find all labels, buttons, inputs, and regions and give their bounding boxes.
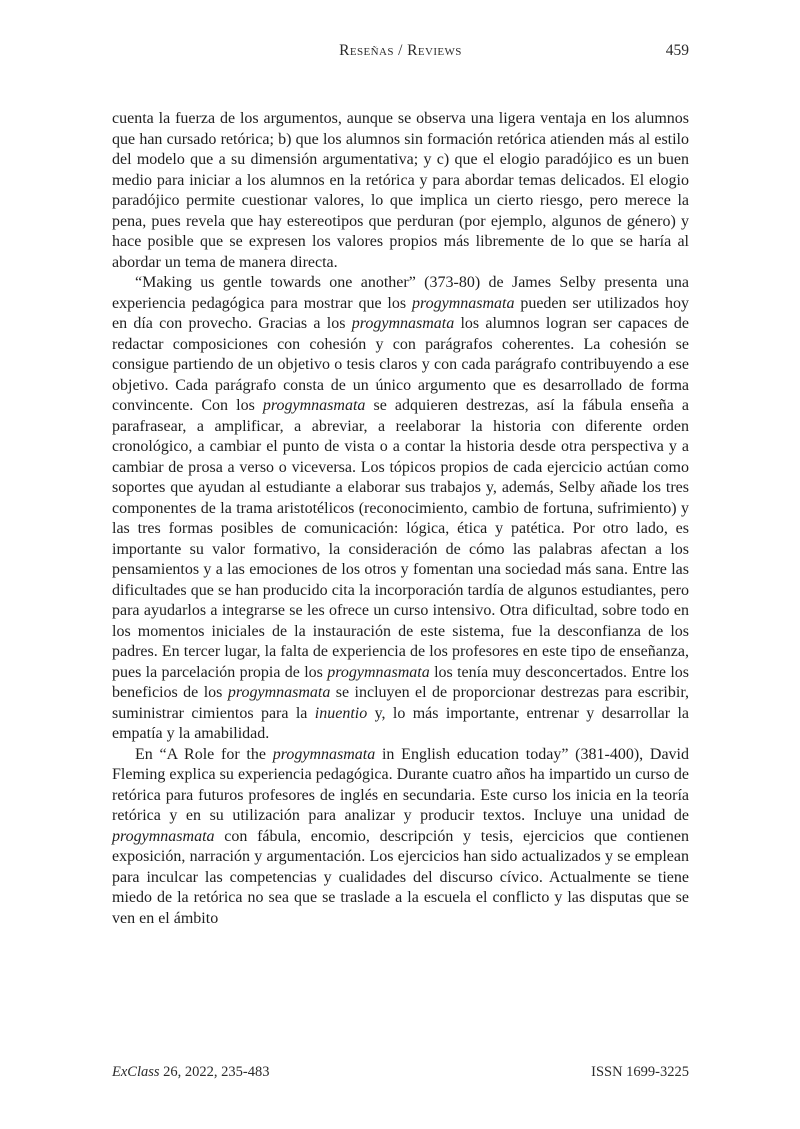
italic-term: progymnasmata [112, 827, 215, 845]
text-run: in English education today” (381-400), David Fleming explica su experiencia pedagógica. Durante cuatro años ha impartido un curso de retórica para futuros profesores de inglés en secundaria. Este curso los inicia en la teoría retórica y en su utilización para analizar y producir textos. Incluye una unidad de [112, 745, 689, 824]
italic-term: progymnasmata [351, 315, 455, 332]
text-run: cuenta la fuerza de los argumentos, aunque se observa una ligera ventaja en los alumnos que han cursado retórica; b) que los alumnos sin formación retórica atienden más al estilo del modelo que a su dimensión argumentativa; y c) que el elogio paradójico es un buen medio para iniciar a los alumnos en la retórica y para abordar temas delicados. El elogio paradójico permite cuestionar valores, lo que implica un cierto riesgo, pero merece la pena, pues revela que hay estereotipos que perduran (por ejemplo, algunos de género) y hace posible que se expresen los valores propios más libremente de lo que se haría al abordar un tema de manera directa. [112, 110, 689, 271]
text-run: y, lo más importante, entrenar y desarrollar la empatía y la amabilidad. [112, 704, 690, 742]
italic-term: progymnasmata [327, 663, 430, 681]
text-run: se adquieren destrezas, así la fábula enseña a parafrasear, a amplificar, a abreviar, a reelaborar la historia con diferente orden cronológico, a cambiar el punto de vista o a contar la historia desde otra perspectiva y a cambiar de prosa a verso o viceversa. Los tópicos propios de cada ejercicio actúan como soportes que ayudan al estudiante a elaborar sus trabajos y, además, Selby añade los tres componentes de la trama aristotélicos (reconocimiento, cambio de fortuna, sufrimiento) y las tres formas posibles de comunicación: lógica, ética y patética. Por otro lado, es importante su valor formativo, la consideración de cómo las palabras afectan a los pensamientos y a las emociones de los otros y fomentan una sociedad más sana. Entre las dificultades que se han producido cita la incorporación tardía de algunos estudiantes, pero para ayudarlos a integrarse se les ofrece un curso intensivo. Otra dificultad, sobre todo en los momentos iniciales de la instauración de este sistema, fue la desconfianza de los padres. En tercer lugar, la falta de experiencia de los profesores en este tipo de enseñanza, pues la parcelación propia de los [112, 397, 690, 681]
italic-term: progymnasmata [262, 397, 366, 414]
paragraph [112, 273, 689, 745]
text-run: los alumnos logran ser capaces de redactar composiciones con cohesión y con parágrafos coherentes. La cohesión se consigue partiendo de un objetivo o tesis claros y con cada parágrafo contribuyendo a ese objetivo. Cada parágrafo consta de un único argumento que es desarrollado de forma convincente. Con los [112, 315, 689, 414]
italic-term: progymnasmata [272, 745, 376, 763]
text-run: con fábula, encomio, descripción y tesis, ejercicios que contienen exposición, narración y argumentación. Los ejercicios han sido actualizados y se emplean para inculcar las competencias y cualidades del discurso cívico. Actualmente se tiene miedo de la retórica no sea que se traslade a la escuela el conflicto y las disputas que se ven en el ámbito [112, 827, 689, 927]
italic-term: progymnasmata [411, 294, 515, 312]
italic-term: ExClass [112, 1064, 160, 1080]
italic-term: inuentio [314, 704, 368, 722]
running-header: Reseñas / Reviews [339, 42, 462, 59]
text-run: se incluyen el de proporcionar destrezas para escribir, suministrar cimientos para la [112, 684, 690, 722]
text-run: En “A Role for the [135, 745, 273, 763]
paragraph [112, 109, 689, 273]
paragraph [112, 745, 689, 930]
body-text [112, 109, 689, 929]
text-run: los tenía muy desconcertados. Entre los beneficios de los [112, 663, 690, 701]
text-run: pueden ser utilizados hoy en día con provecho. Gracias a los [112, 294, 689, 332]
text-run: “Making us gentle towards one another” (373-80) de James Selby presenta una experiencia pedagógica para mostrar que los [112, 274, 689, 312]
issn: ISSN 1699-3225 [591, 1064, 689, 1080]
page-footer [112, 1064, 689, 1081]
text-run: 26, 2022, 235-483 [159, 1064, 270, 1080]
journal-citation [112, 1064, 270, 1081]
page-number: 459 [665, 42, 689, 59]
italic-term: progymnasmata [227, 684, 331, 701]
